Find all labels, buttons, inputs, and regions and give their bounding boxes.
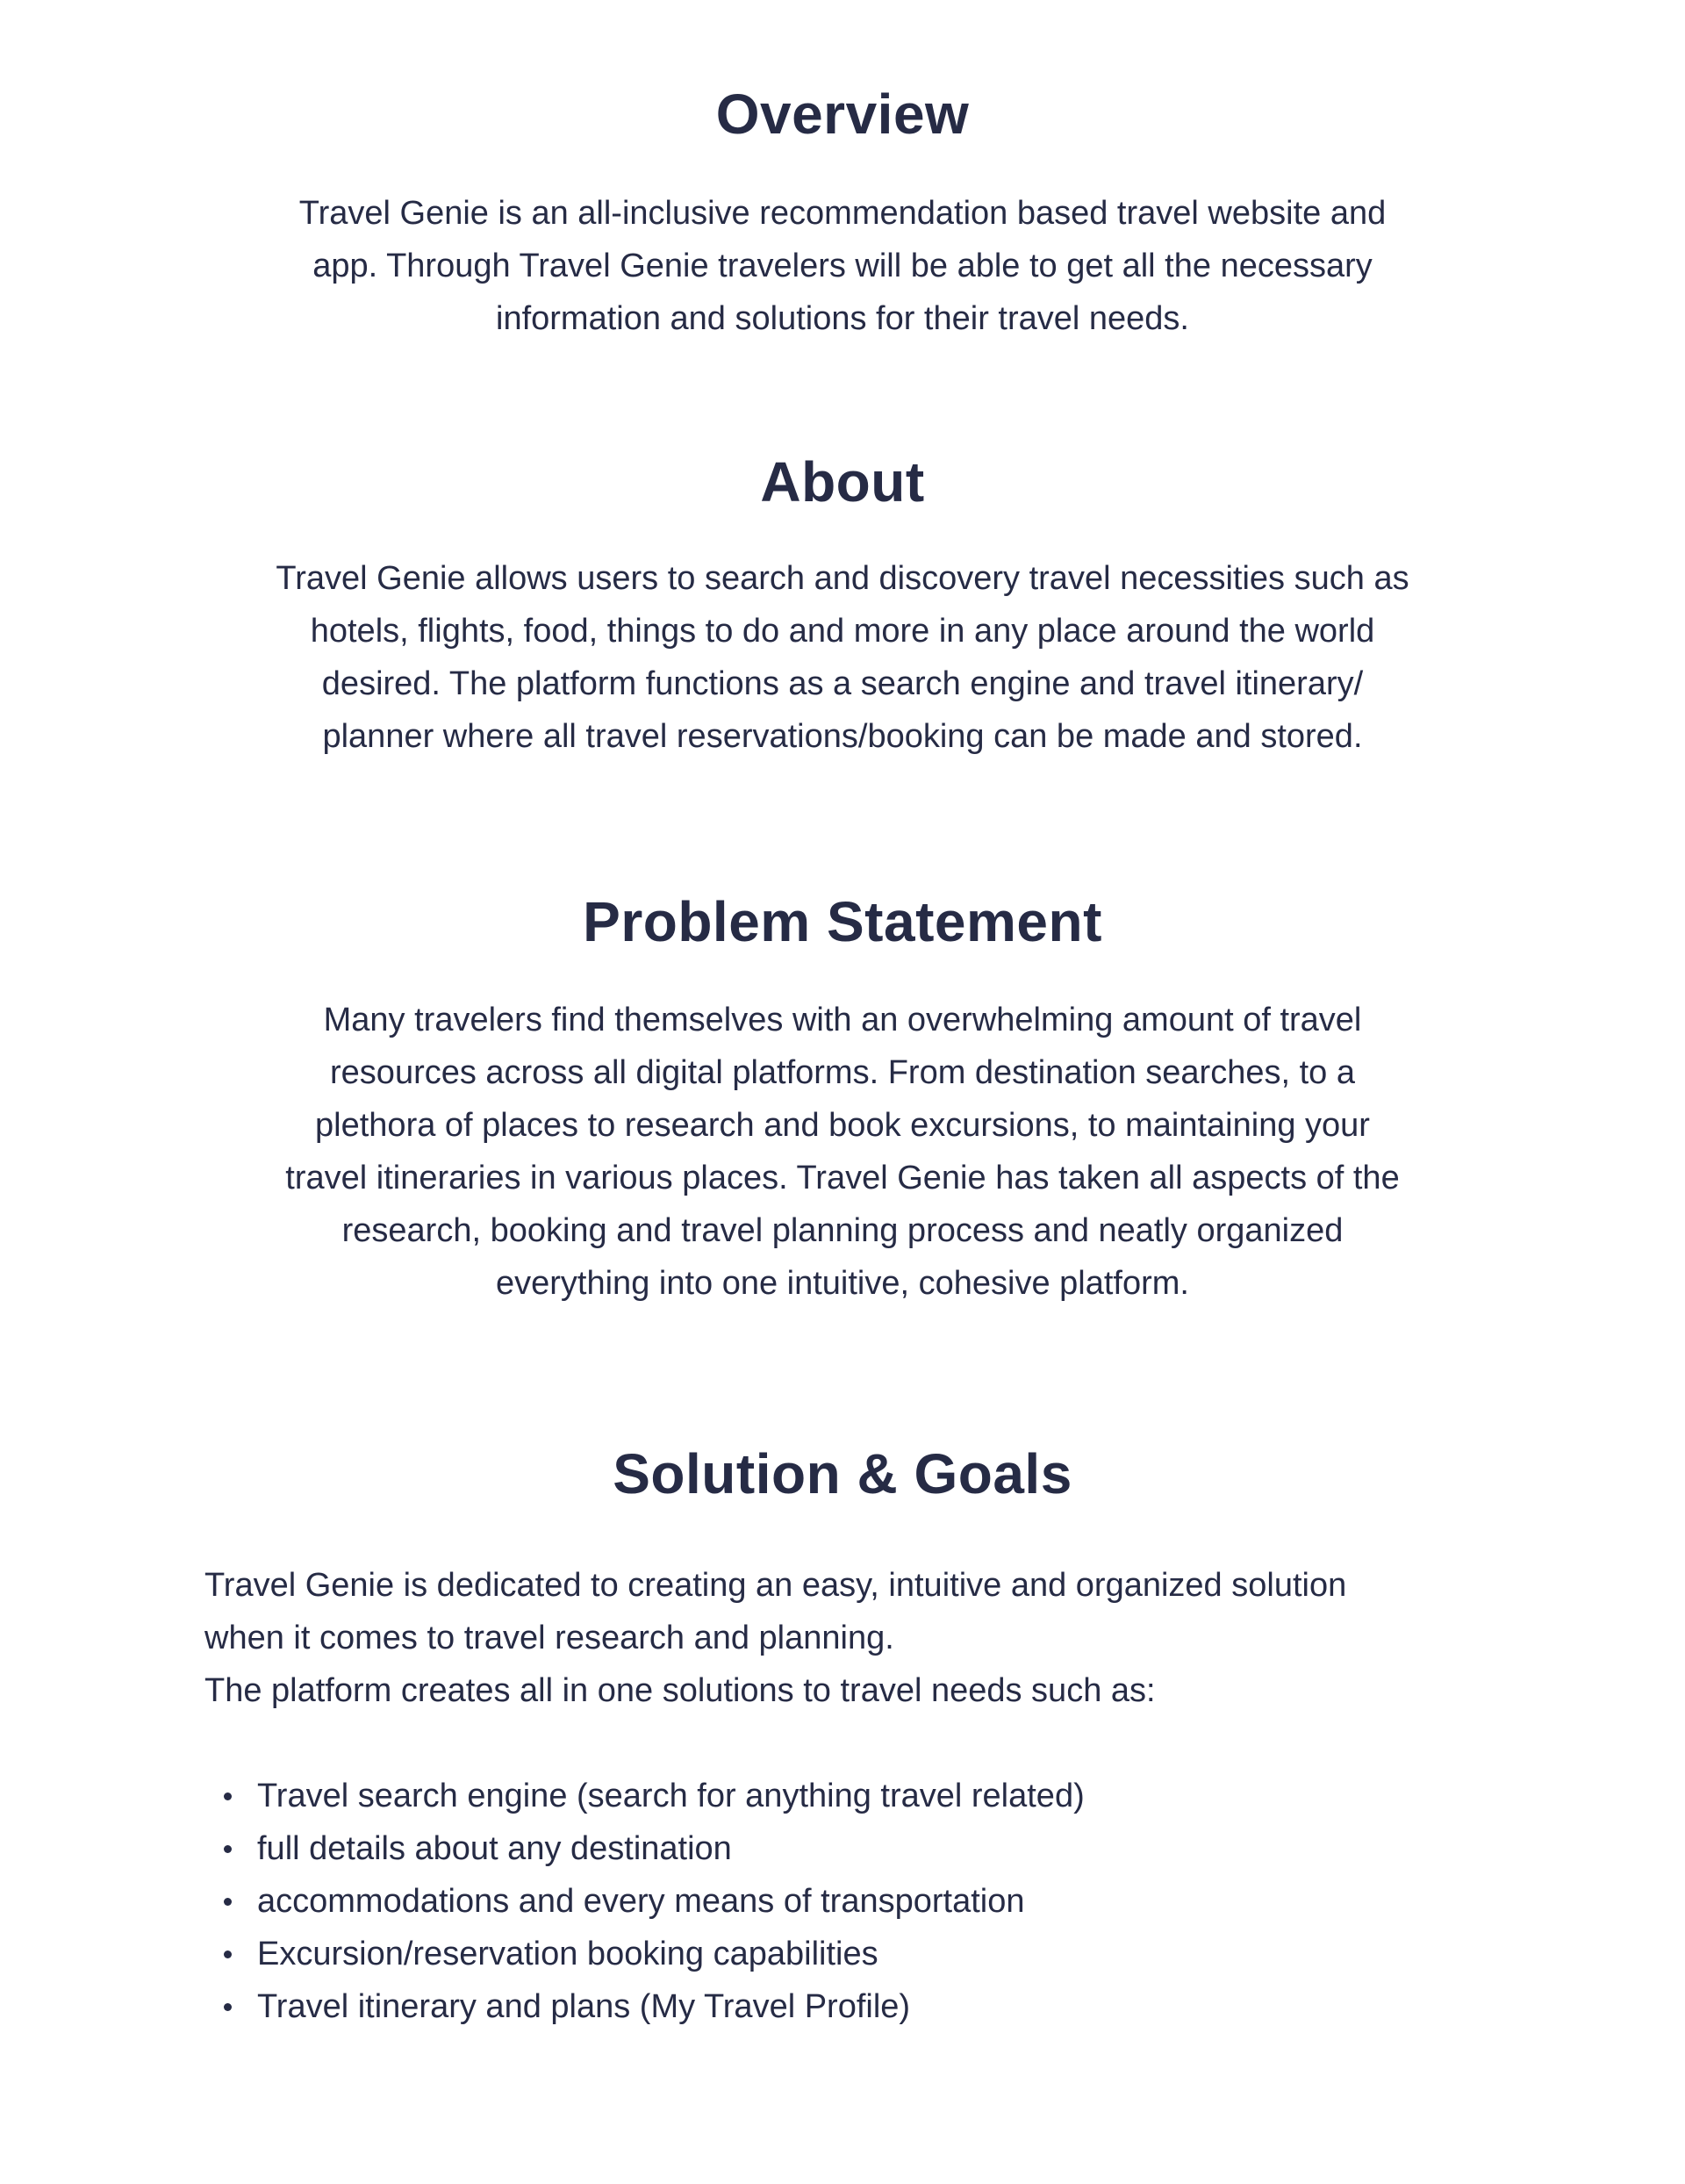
problem-line: travel itineraries in various places. Travel Genie has taken all aspects of the [285,1160,1400,1196]
solution-line: Travel Genie is dedicated to creating an easy, intuitive and organized solution [204,1567,1347,1604]
about-line: planner where all travel reservations/booking can be made and stored. [322,718,1363,755]
problem-line: resources across all digital platforms. From destination searches, to a [330,1054,1355,1091]
list-item [222,1875,1085,1928]
about-line: Travel Genie allows users to search and discovery travel necessities such as [276,560,1409,597]
problem-line: everything into one intuitive, cohesive platform. [496,1265,1189,1302]
list-item-text: accommodations and every means of transportation [257,1883,1025,1920]
problem-statement-paragraph [140,994,1545,1310]
list-item-text: Travel itinerary and plans (My Travel Profile) [257,1988,911,2025]
overview-line: information and solutions for their travel needs. [496,300,1189,337]
list-item-text: full details about any destination [257,1830,732,1867]
solution-goals-heading: Solution & Goals [613,1442,1072,1505]
problem-line: research, booking and travel planning process and neatly organized [341,1212,1344,1249]
bullet-icon [224,2003,232,2011]
solution-bullet-list [222,1770,1085,2033]
about-line: desired. The platform functions as a search engine and travel itinerary/ [321,665,1364,702]
overview-line: app. Through Travel Genie travelers will be able to get all the necessary [312,248,1373,284]
problem-line: plethora of places to research and book excursions, to maintaining your [315,1107,1370,1144]
about-paragraph [140,552,1545,763]
bullet-icon [224,1792,232,1800]
problem-line: Many travelers find themselves with an overwhelming amount of travel [323,1002,1362,1038]
overview-paragraph [140,187,1545,345]
about-heading: About [760,450,925,514]
problem-statement-heading: Problem Statement [583,890,1102,953]
overview-line: Travel Genie is an all-inclusive recommendation based travel website and [298,195,1387,232]
bullet-icon [224,1951,232,1958]
list-item [222,1822,1085,1875]
solution-line: when it comes to travel research and planning. [204,1620,894,1656]
list-item [222,1770,1085,1822]
bullet-icon [224,1845,232,1853]
list-item [222,1980,1085,2033]
overview-heading: Overview [715,83,970,146]
list-item-text: Excursion/reservation booking capabilities [257,1936,878,1972]
about-line: hotels, flights, food, things to do and more in any place around the world [310,613,1375,650]
solution-goals-paragraph [204,1559,1626,1717]
solution-line: The platform creates all in one solutions to travel needs such as: [204,1672,1156,1709]
list-item [222,1928,1085,1980]
list-item-text: Travel search engine (search for anything travel related) [257,1778,1085,1814]
bullet-icon [224,1898,232,1906]
